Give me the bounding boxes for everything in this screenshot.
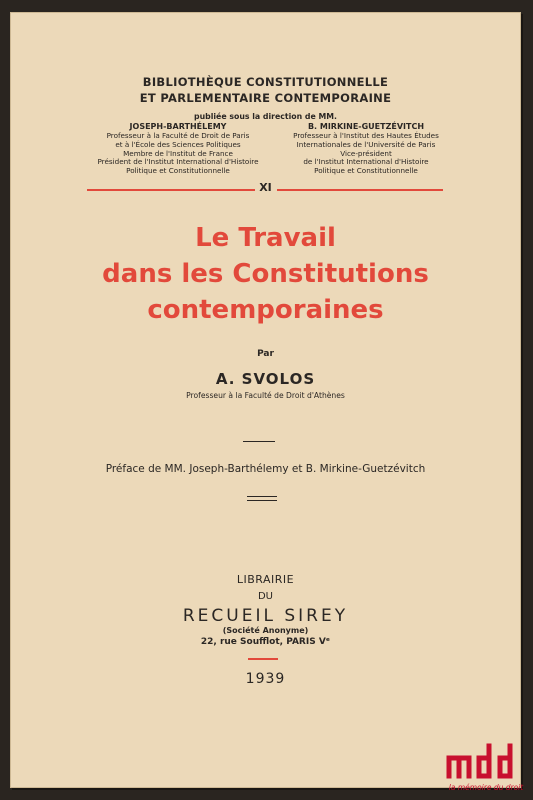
author-by: Par bbox=[257, 349, 274, 359]
publisher-company: (Société Anonyme) bbox=[222, 626, 309, 635]
book-cover bbox=[10, 12, 521, 788]
series-direction: publiée sous la direction de MM. bbox=[194, 112, 337, 121]
title-line2: dans les Constitutions bbox=[102, 259, 429, 289]
right-director-line: de l'Institut International d'Histoire bbox=[303, 157, 429, 167]
preface-note: Préface de MM. Joseph-Barthélemy et B. Mirkine-Guetzévitch bbox=[105, 463, 426, 475]
series-title-line2: ET PARLEMENTAIRE CONTEMPORAINE bbox=[139, 91, 392, 105]
left-director-line: et à l'École des Sciences Politiques bbox=[115, 139, 241, 149]
publisher-address: 22, rue Soufflot, PARIS Vᵉ bbox=[200, 637, 331, 647]
title-line1: Le Travail bbox=[195, 223, 336, 253]
mdd-logo bbox=[441, 736, 531, 796]
right-director-line: Professeur à l'Institut des Hautes Études bbox=[293, 131, 439, 140]
left-director-line: Membre de l'Institut de France bbox=[123, 148, 233, 158]
separator-rule bbox=[243, 441, 275, 442]
left-director-line: Professeur à la Faculté de Droit de Paris bbox=[106, 131, 250, 140]
publisher-rule bbox=[248, 658, 278, 660]
publisher-line1: LIBRAIRIE bbox=[236, 573, 295, 586]
right-director-line: Politique et Constitutionnelle bbox=[314, 166, 418, 176]
author-role: Professeur à la Faculté de Droit d'Athènes bbox=[186, 391, 345, 400]
logo-tagline: la mémoire du droit bbox=[448, 783, 524, 792]
right-director-line: Vice-président bbox=[340, 148, 392, 158]
separator-rule-double-top bbox=[247, 496, 277, 497]
volume-number: XI bbox=[259, 181, 272, 194]
publication-year: 1939 bbox=[245, 671, 286, 687]
series-title-line1: BIBLIOTHÈQUE CONSTITUTIONNELLE bbox=[142, 75, 389, 89]
left-director-line: Président de l'Institut International d'Histoire bbox=[97, 157, 259, 167]
right-director-name: B. MIRKINE-GUETZÉVITCH bbox=[307, 122, 425, 131]
title-line3: contemporaines bbox=[147, 295, 384, 325]
left-director bbox=[83, 122, 273, 176]
publisher-name: RECUEIL SIREY bbox=[182, 606, 349, 626]
series-rule-right bbox=[277, 189, 443, 191]
left-director-name: JOSEPH-BARTHÉLEMY bbox=[129, 122, 227, 131]
right-director-line: Internationales de l'Université de Paris bbox=[296, 139, 436, 149]
author-name: A. SVOLOS bbox=[215, 370, 316, 388]
publisher-line2: DU bbox=[257, 591, 274, 602]
separator-rule-double-bottom bbox=[247, 500, 277, 501]
left-director-line: Politique et Constitutionnelle bbox=[126, 166, 230, 176]
right-director bbox=[271, 122, 461, 176]
